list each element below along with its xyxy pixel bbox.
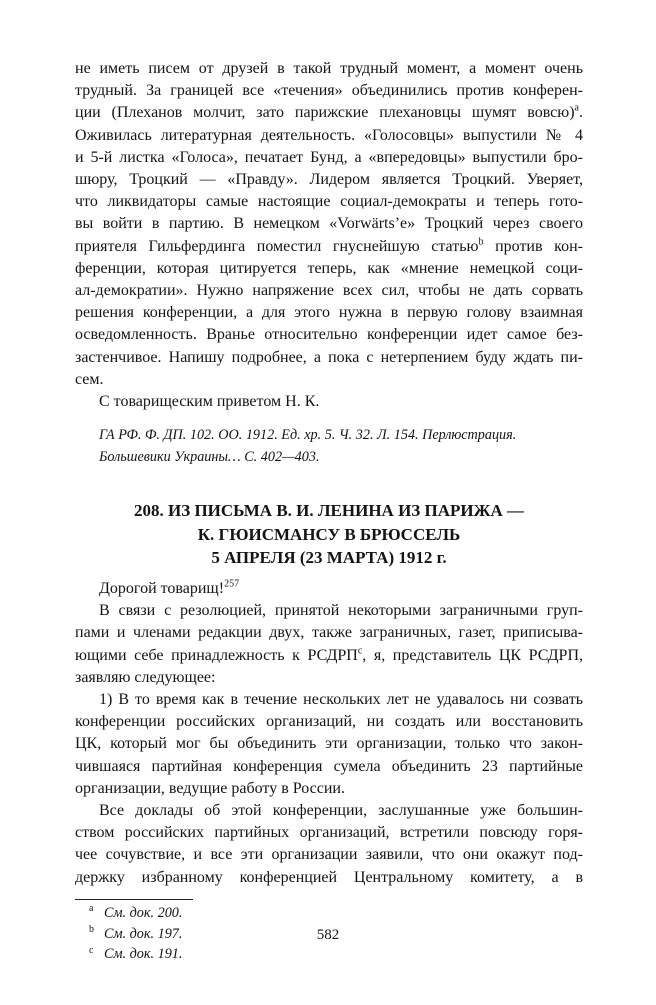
- footnote-ref-b[interactable]: b: [478, 236, 484, 248]
- text-line: чее сочувствие, и все эти организации заявили, что они окажут под-: [75, 846, 583, 864]
- text-line: держку избранному конференцией Центральному комитету, а в: [75, 868, 583, 886]
- footnote-a: a См. док. 200.: [89, 903, 183, 921]
- source-citation: [75, 424, 583, 468]
- footnote-b: b См. док. 197.: [89, 923, 183, 942]
- footnote-ref-a[interactable]: a: [574, 103, 579, 115]
- footnote-c: c См. док. 191.: [89, 944, 183, 963]
- document-page: [75, 58, 583, 965]
- page-number: 582: [316, 927, 340, 943]
- text-line: конференции российских организаций, ни создать или восстановить: [75, 713, 583, 731]
- footnote-ref-c[interactable]: c: [357, 645, 363, 657]
- document-body: [75, 578, 583, 889]
- citation-line: Большевики Украины… С. 402—403.: [99, 449, 320, 466]
- text-line: В связи с резолюцией, принятой некоторыми заграничными груп-: [99, 602, 583, 620]
- text-line: Все доклады об этой конференции, заслушанные уже большин-: [99, 802, 583, 820]
- text-line: заявляю следующее:: [75, 668, 216, 686]
- text-line: шюру, Троцкий — «Правду». Лидером является Троцкий. Уверяет,: [75, 171, 583, 189]
- text-line: трудный. За границей все «течения» объединились против конферен-: [75, 82, 583, 100]
- text-line: что ликвидаторы самые настоящие социал-демократы и теперь гото-: [75, 193, 583, 211]
- footnote-text: См. док. 200.: [104, 904, 183, 921]
- text-line: Оживилась литературная деятельность. «Голосовцы» выпустили № 4: [75, 126, 583, 144]
- text-line: ференции, которая цитируется теперь, как «мнение немецкой соци-: [75, 259, 583, 277]
- heading-line: 208. ИЗ ПИСЬМА В. И. ЛЕНИНА ИЗ ПАРИЖА —: [134, 501, 524, 521]
- text-line: ЦК, который мог бы объединить эти организации, только что закон-: [75, 735, 583, 753]
- heading-line: К. ГЮИСМАНСУ В БРЮССЕЛЬ: [197, 524, 461, 544]
- text-line: ции (Плеханов молчит, зато парижские плехановцы шумят вовсю)$^a$.: [75, 103, 583, 122]
- text-line: ал-демократии». Нужно напряжение всех сил, чтобы не дать сорвать: [75, 282, 583, 300]
- text-line: ющими себе принадлежность к РСДРП$^c$, я, представитель ЦК РСДРП,: [75, 645, 583, 664]
- citation-line: ГА РФ. Ф. ДП. 102. ОО. 1912. Ед. хр. 5. Ч. 32. Л. 154. Перлюстрация.: [99, 427, 517, 444]
- document-heading: [75, 499, 583, 570]
- text-line: решения конференции, а для этого нужна в первую голову взаимная: [75, 304, 583, 322]
- text-line: вы войти в партию. В немецком «Vorwärts’е» Троцкий через своего: [75, 215, 583, 233]
- footnote-text: См. док. 197.: [104, 925, 183, 942]
- text-line: организации, ведущие работу в России.: [75, 779, 345, 797]
- letter-continuation: [75, 58, 583, 413]
- text-line: застенчивое. Напишу подробнее, а пока с нетерпением буду ждать пи-: [75, 348, 583, 366]
- text-line: 1) В то время как в течение нескольких лет не удавалось ни созвать: [99, 691, 583, 709]
- text-line: не иметь писем от друзей в такой трудный момент, а момент очень: [75, 60, 583, 77]
- text-line: сем.: [75, 370, 104, 388]
- endnote-ref[interactable]: 257: [224, 578, 240, 590]
- text-line: осведомленность. Вранье относительно конференции идет самое без-: [75, 326, 583, 344]
- letter-signature: С товарищеским приветом Н. К.: [99, 393, 320, 411]
- text-line: и 5-й листка «Голоса», печатает Бунд, а «впередовцы» выпустили бро-: [75, 148, 583, 166]
- heading-line: 5 АПРЕЛЯ (23 МАРТА) 1912 г.: [211, 548, 447, 568]
- text-line: приятеля Гильфердинга поместил гнуснейшую статью$^b$ против кон-: [75, 236, 584, 255]
- footnote-text: См. док. 191.: [104, 946, 183, 963]
- text-line: пами и членами редакции двух, также заграничных, газет, приписыва-: [75, 624, 583, 642]
- text-line: ством российских партийных организаций, встретили повсюду горя-: [75, 824, 583, 842]
- footnote-divider: [75, 899, 193, 900]
- text-line: чившаяся партийная конференция сумела объединить 23 партийные: [75, 757, 583, 775]
- greeting: Дорогой товарищ!$^{257}$: [99, 578, 240, 598]
